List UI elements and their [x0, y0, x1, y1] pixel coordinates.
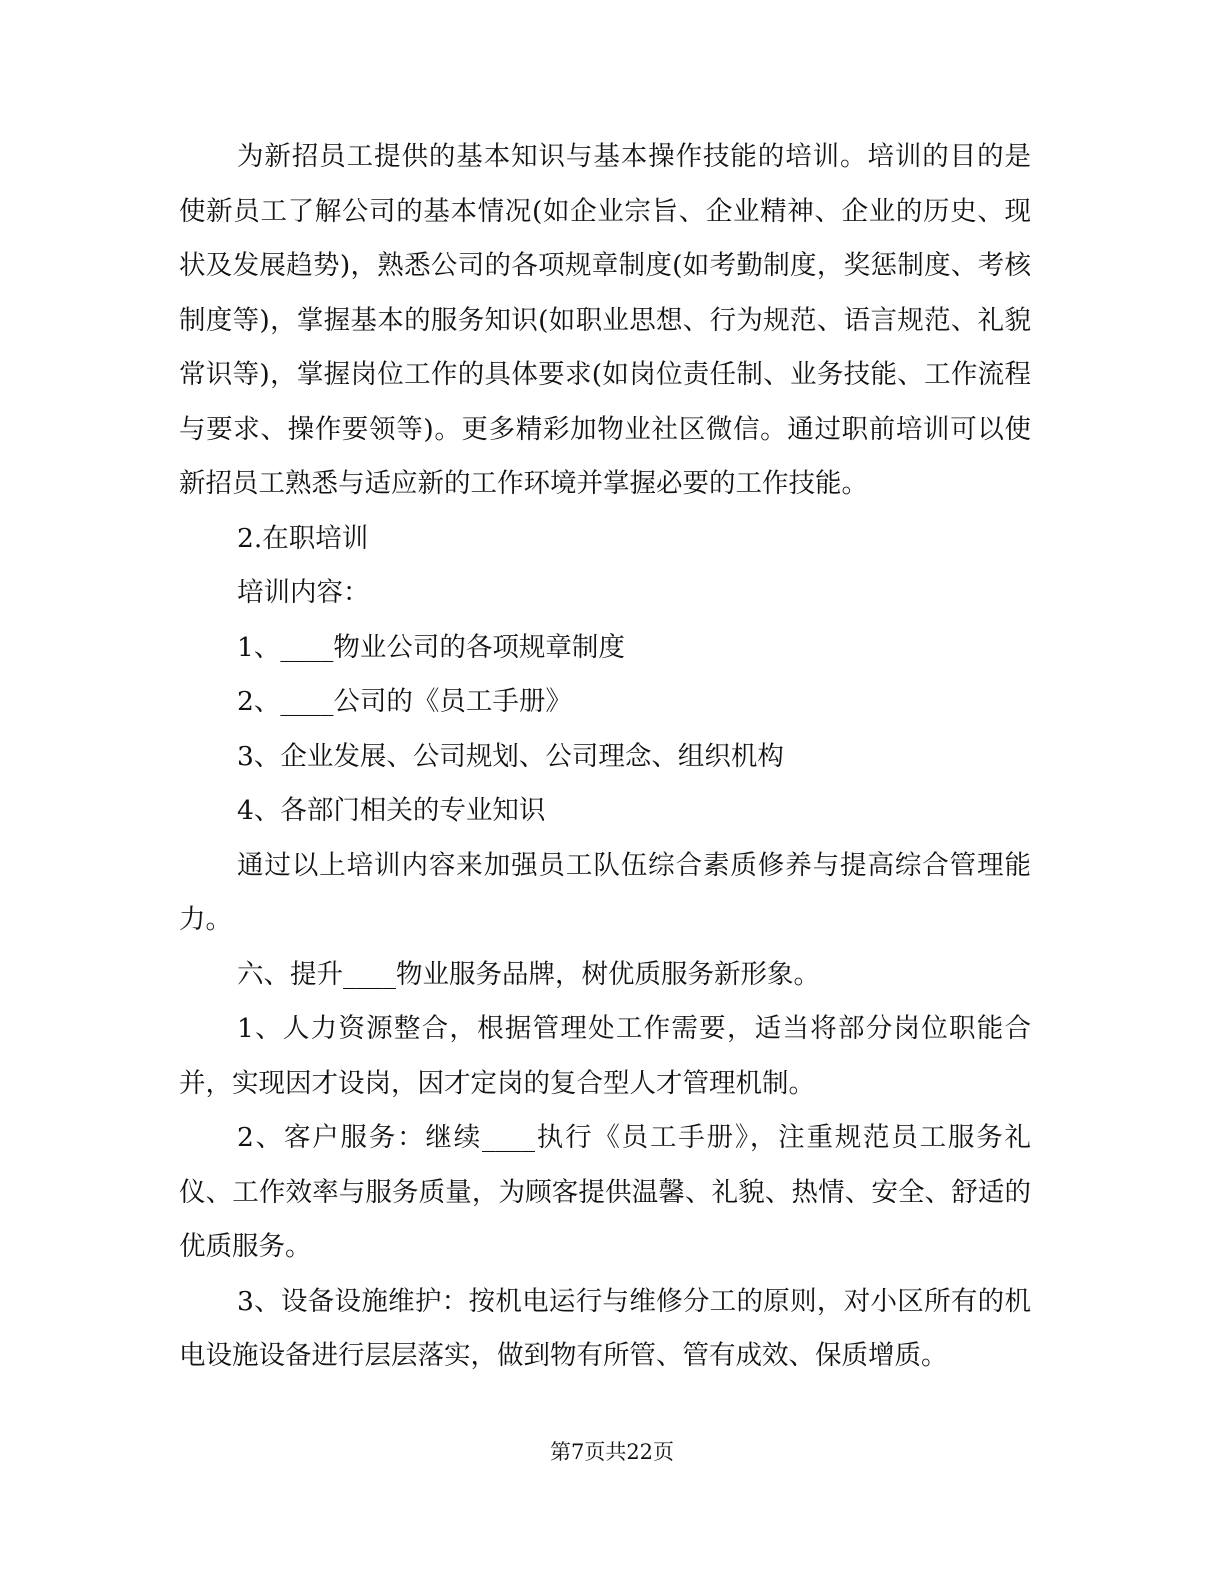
list-item-3: 3、企业发展、公司规划、公司理念、组织机构 — [237, 740, 784, 772]
paragraph-equipment-maintenance: 3、设备设施维护：按机电运行与维修分工的原则，对小区所有的机电设施设备进行层层落实，做到物有所管、管有成效、保质增质。 — [179, 1285, 1031, 1371]
list-item-2: 2、____公司的《员工手册》 — [237, 686, 572, 717]
paragraph-summary: 通过以上培训内容来加强员工队伍综合素质修养与提高综合管理能力。 — [179, 849, 1031, 935]
page-number-footer: 第7页共22页 — [549, 1440, 675, 1464]
list-item-4: 4、各部门相关的专业知识 — [237, 795, 546, 826]
document-body — [179, 130, 1031, 1384]
paragraph-intro: 为新招员工提供的基本知识与基本操作技能的培训。培训的目的是使新员工了解公司的基本情况(如企业宗旨、企业精神、企业的历史、现状及发展趋势)，熟悉公司的各项规章制度(如考勤制度，奖惩制度、考核制度等)，掌握基本的服务知识(如职业思想、行为规范、语言规范、礼貌常识等)，掌握岗位工作的具体要求(如岗位责任制、业务技能、工作流程与要求、操作要领等)。更多精彩加物业社区微信。通过职前培训可以使新招员工熟悉与适应新的工作环境并掌握必要的工作技能。 — [179, 141, 1031, 499]
heading-section-six: 六、提升____物业服务品牌，树优质服务新形象。 — [237, 958, 820, 990]
paragraph-hr-integration: 1、人力资源整合，根据管理处工作需要，适当将部分岗位职能合并，实现因才设岗，因才定岗的复合型人才管理机制。 — [179, 1013, 1031, 1099]
paragraph-customer-service: 2、客户服务：继续____执行《员工手册》，注重规范员工服务礼仪、工作效率与服务质量，为顾客提供温馨、礼貌、热情、安全、舒适的优质服务。 — [179, 1122, 1031, 1262]
heading-on-job-training: 2.在职培训 — [237, 522, 369, 554]
label-training-content: 培训内容： — [237, 577, 370, 608]
list-item-1: 1、____物业公司的各项规章制度 — [237, 631, 625, 663]
